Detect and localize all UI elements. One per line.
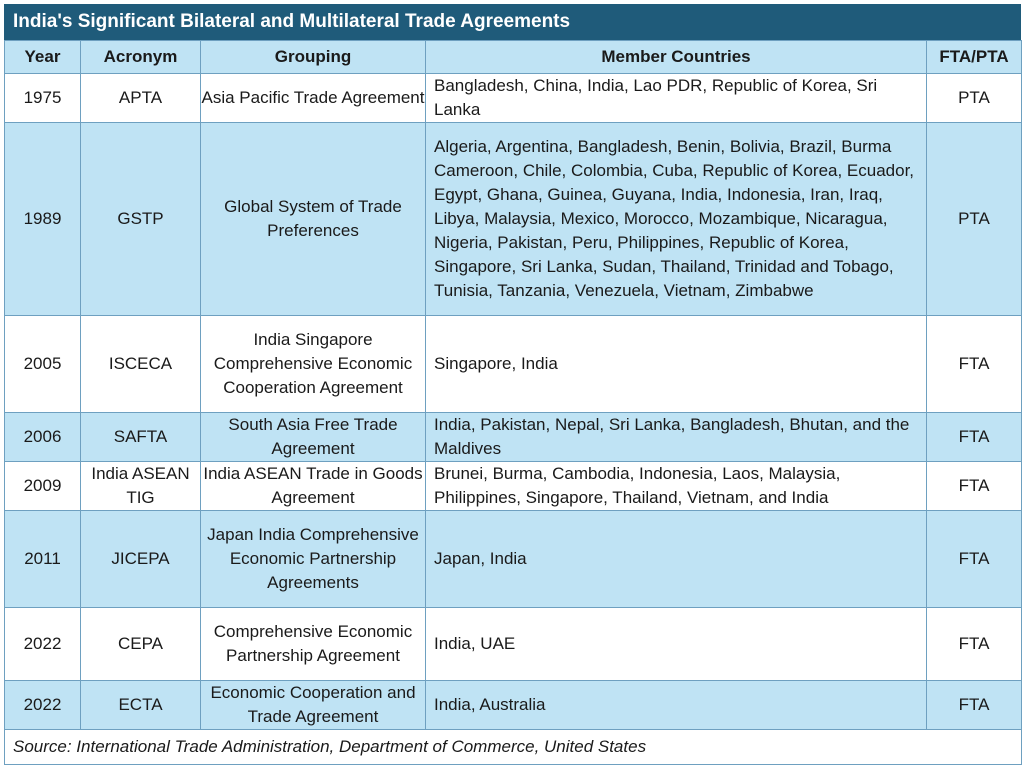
table-row (5, 316, 1022, 413)
trade-agreements-table (4, 40, 1022, 765)
cell-members: India, UAE (426, 608, 927, 681)
cell-type: FTA (927, 608, 1022, 681)
header-year: Year (5, 41, 81, 74)
cell-grouping: Japan India Comprehensive Economic Partnership Agreements (201, 511, 426, 608)
cell-grouping: Comprehensive Economic Partnership Agreement (201, 608, 426, 681)
table-row (5, 462, 1022, 511)
cell-type: PTA (927, 123, 1022, 316)
table-row (5, 511, 1022, 608)
cell-type: FTA (927, 681, 1022, 730)
cell-members: India, Pakistan, Nepal, Sri Lanka, Bangladesh, Bhutan, and the Maldives (426, 413, 927, 462)
cell-grouping: South Asia Free Trade Agreement (201, 413, 426, 462)
cell-year: 2009 (5, 462, 81, 511)
cell-grouping: Asia Pacific Trade Agreement (201, 74, 426, 123)
cell-members: Brunei, Burma, Cambodia, Indonesia, Laos, Malaysia, Philippines, Singapore, Thailand, Vietnam, and India (426, 462, 927, 511)
cell-type: FTA (927, 462, 1022, 511)
table-row (5, 608, 1022, 681)
cell-grouping: India ASEAN Trade in Goods Agreement (201, 462, 426, 511)
cell-acronym: JICEPA (81, 511, 201, 608)
cell-grouping: India Singapore Comprehensive Economic Cooperation Agreement (201, 316, 426, 413)
cell-type: FTA (927, 511, 1022, 608)
cell-members: India, Australia (426, 681, 927, 730)
cell-acronym: SAFTA (81, 413, 201, 462)
header-row (5, 41, 1022, 74)
table-title: India's Significant Bilateral and Multilateral Trade Agreements (4, 4, 1021, 40)
cell-acronym: India ASEAN TIG (81, 462, 201, 511)
table-row (5, 681, 1022, 730)
cell-acronym: APTA (81, 74, 201, 123)
cell-type: FTA (927, 316, 1022, 413)
cell-year: 1989 (5, 123, 81, 316)
cell-grouping: Global System of Trade Preferences (201, 123, 426, 316)
cell-members: Singapore, India (426, 316, 927, 413)
table-row (5, 413, 1022, 462)
source-row (5, 730, 1022, 765)
header-fta-pta: FTA/PTA (927, 41, 1022, 74)
cell-acronym: ISCECA (81, 316, 201, 413)
cell-members: Algeria, Argentina, Bangladesh, Benin, Bolivia, Brazil, Burma Cameroon, Chile, Colombia, Cuba, Republic of Korea, Ecuador, Egypt, Ghana, Guinea, Guyana, India, Indonesia, Iran, Iraq, Libya, Malaysia, Mexico, Morocco, Mozambique, Nicaragua, Nigeria, Pakistan, Peru, Philippines, Republic of Korea, Singapore, Sri Lanka, Sudan, Thailand, Trinidad and Tobago, Tunisia, Tanzania, Venezuela, Vietnam, Zimbabwe (426, 123, 927, 316)
cell-type: PTA (927, 74, 1022, 123)
cell-year: 2006 (5, 413, 81, 462)
header-grouping: Grouping (201, 41, 426, 74)
table-row (5, 74, 1022, 123)
source-note: Source: International Trade Administration, Department of Commerce, United States (5, 730, 1022, 765)
cell-grouping: Economic Cooperation and Trade Agreement (201, 681, 426, 730)
cell-year: 2011 (5, 511, 81, 608)
cell-year: 1975 (5, 74, 81, 123)
header-member-countries: Member Countries (426, 41, 927, 74)
trade-agreements-table-container (4, 4, 1021, 765)
table-row (5, 123, 1022, 316)
cell-type: FTA (927, 413, 1022, 462)
cell-acronym: ECTA (81, 681, 201, 730)
header-acronym: Acronym (81, 41, 201, 74)
cell-year: 2022 (5, 608, 81, 681)
cell-year: 2005 (5, 316, 81, 413)
cell-acronym: GSTP (81, 123, 201, 316)
cell-members: Bangladesh, China, India, Lao PDR, Republic of Korea, Sri Lanka (426, 74, 927, 123)
cell-acronym: CEPA (81, 608, 201, 681)
cell-members: Japan, India (426, 511, 927, 608)
cell-year: 2022 (5, 681, 81, 730)
